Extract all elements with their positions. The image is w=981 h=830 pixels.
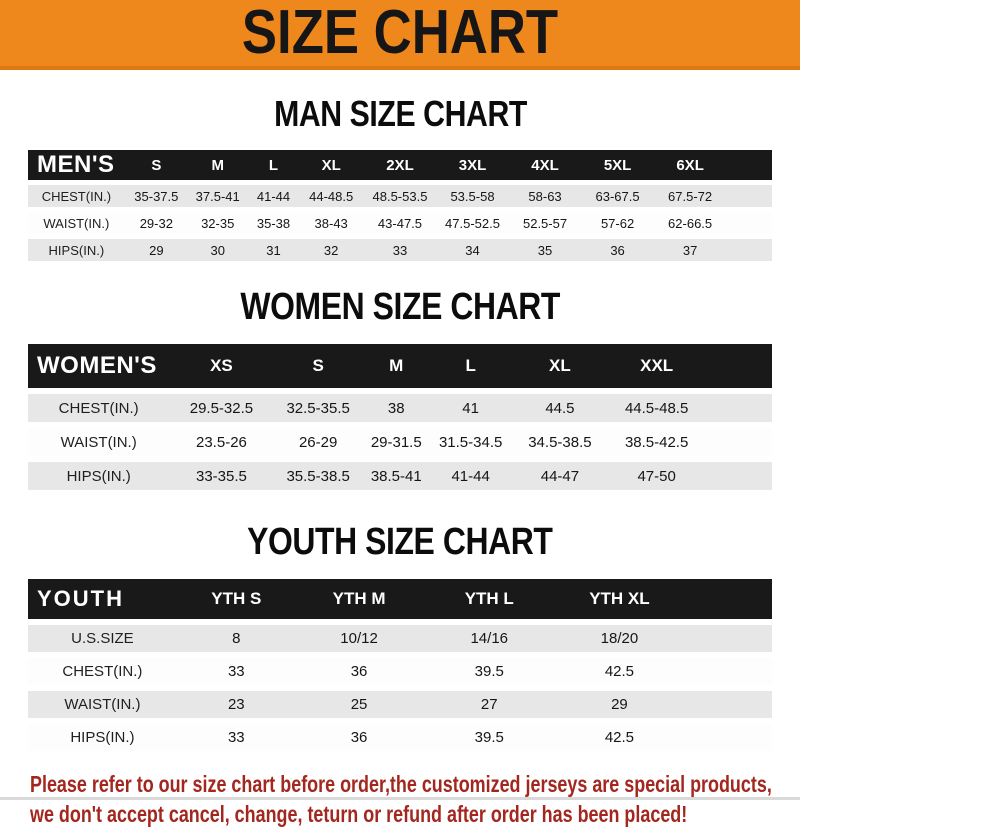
- measurement-value: 36: [610, 242, 625, 258]
- size-header-cell: YTH L: [464, 589, 514, 608]
- measurement-value: 33: [227, 729, 245, 746]
- youth-table-header-bar: [28, 579, 772, 619]
- row-label: HIPS(IN.): [48, 242, 105, 258]
- row-label: WAIST(IN.): [60, 433, 137, 451]
- measurement-value: 35-37.5: [134, 188, 179, 204]
- youth-section-heading-text: YOUTH SIZE CHART: [247, 521, 553, 563]
- measurement-value: 42.5: [604, 663, 635, 680]
- measurement-value: 38-43: [314, 215, 348, 231]
- measurement-value: 29-31.5: [370, 433, 422, 451]
- measurement-value: 32.5-35.5: [286, 399, 350, 417]
- table-row: [28, 724, 772, 751]
- measurement-value: 30: [210, 242, 225, 258]
- measurement-value: 29: [611, 696, 628, 713]
- measurement-value: 31.5-34.5: [438, 433, 503, 451]
- table-row: [28, 185, 772, 207]
- measurement-value: 41-44: [451, 467, 490, 485]
- measurement-value: 47.5-52.5: [445, 215, 500, 231]
- size-header-cell: YTH XL: [589, 589, 650, 608]
- measurement-value: 41: [462, 399, 479, 417]
- measurement-value: 63-67.5: [595, 188, 640, 204]
- measurement-value: 31: [266, 242, 281, 258]
- measurement-value: 35: [537, 242, 553, 258]
- youth-table-corner-label: YOUTH: [37, 586, 124, 611]
- measurement-value: 32-35: [201, 215, 235, 231]
- table-row: [28, 239, 772, 261]
- bottom-edge-strip: [0, 797, 800, 800]
- measurement-value: 41-44: [256, 188, 291, 204]
- measurement-value: 23: [227, 696, 245, 713]
- measurement-value: 23.5-26: [196, 433, 247, 451]
- measurement-value: 26-29: [298, 433, 338, 451]
- table-row: [28, 691, 772, 718]
- measurement-value: 35.5-38.5: [286, 467, 350, 485]
- size-header-cell: M: [211, 156, 224, 174]
- women-section-heading-text: WOMEN SIZE CHART: [240, 286, 560, 328]
- women-table-corner-label: WOMEN'S: [37, 352, 157, 379]
- men-table-rows: [28, 185, 772, 261]
- men-section-heading: [0, 93, 800, 135]
- measurement-value: 39.5: [474, 729, 504, 746]
- disclaimer-line-1: Please refer to our size chart before order,the customized jerseys are special products,: [30, 771, 772, 797]
- size-header-cell: YTH S: [211, 589, 262, 608]
- measurement-value: 33-35.5: [196, 467, 247, 485]
- measurement-value: 37: [682, 242, 698, 258]
- disclaimer-line-2: we don't accept cancel, change, teturn or refund after order has been placed!: [30, 801, 688, 828]
- measurement-value: 57-62: [600, 215, 635, 231]
- measurement-value: 33: [227, 663, 245, 680]
- size-header-cell: XS: [210, 356, 233, 375]
- size-header-cell: 3XL: [458, 156, 487, 174]
- women-size-table: [28, 344, 772, 490]
- measurement-value: 36: [350, 729, 368, 746]
- row-label: HIPS(IN.): [70, 729, 135, 746]
- size-chart-banner: [0, 0, 800, 70]
- measurement-value: 67.5-72: [668, 188, 713, 204]
- size-header-cell: XXL: [640, 356, 674, 375]
- measurement-value: 44.5: [545, 399, 575, 417]
- measurement-value: 42.5: [604, 729, 635, 746]
- women-section-heading: [0, 286, 800, 329]
- size-header-cell: S: [312, 356, 324, 375]
- measurement-value: 29-32: [139, 215, 173, 231]
- table-row: [28, 428, 772, 456]
- men-table-header-bar: [28, 150, 772, 180]
- measurement-value: 8: [232, 630, 241, 647]
- table-row: [28, 462, 772, 490]
- size-header-cell: L: [268, 156, 279, 174]
- row-label: CHEST(IN.): [58, 399, 139, 417]
- measurement-value: 39.5: [474, 663, 504, 680]
- youth-table-rows: [28, 625, 772, 751]
- measurement-value: 44-48.5: [309, 188, 354, 204]
- measurement-value: 29: [149, 242, 164, 258]
- size-header-cell: XL: [321, 156, 341, 174]
- row-label: U.S.SIZE: [71, 630, 134, 647]
- measurement-value: 29.5-32.5: [189, 399, 254, 417]
- size-header-cell: M: [389, 356, 404, 375]
- measurement-value: 34: [465, 242, 480, 258]
- measurement-value: 58-63: [528, 188, 562, 204]
- measurement-value: 38.5-41: [370, 467, 422, 485]
- men-section-heading-text: MAN SIZE CHART: [273, 93, 527, 134]
- measurement-value: 10/12: [340, 630, 378, 647]
- measurement-value: 36: [350, 663, 368, 680]
- row-label: CHEST(IN.): [62, 663, 143, 680]
- measurement-value: 34.5-38.5: [528, 433, 592, 451]
- women-table-header-bar: [28, 344, 772, 388]
- measurement-value: 62-66.5: [668, 215, 713, 231]
- youth-section-heading: [0, 521, 800, 564]
- row-label: HIPS(IN.): [66, 467, 131, 485]
- measurement-value: 18/20: [600, 630, 639, 647]
- banner-title: SIZE CHART: [241, 0, 559, 67]
- row-label: WAIST(IN.): [64, 696, 141, 713]
- table-row: [28, 625, 772, 652]
- women-table-rows: [28, 394, 772, 490]
- measurement-value: 25: [350, 696, 368, 713]
- measurement-value: 38: [387, 399, 405, 417]
- size-header-cell: 5XL: [603, 156, 632, 174]
- measurement-value: 43-47.5: [377, 215, 423, 231]
- row-label: WAIST(IN.): [43, 215, 110, 231]
- measurement-value: 32: [323, 242, 339, 258]
- measurement-value: 38.5-42.5: [624, 433, 689, 451]
- size-header-cell: YTH M: [332, 589, 386, 608]
- table-row: [28, 212, 772, 234]
- size-header-cell: 2XL: [386, 156, 414, 174]
- size-header-cell: 6XL: [676, 156, 704, 174]
- size-header-cell: 4XL: [531, 156, 559, 174]
- size-header-cell: S: [151, 156, 162, 174]
- measurement-value: 52.5-57: [522, 215, 568, 231]
- measurement-value: 48.5-53.5: [372, 188, 428, 204]
- row-label: CHEST(IN.): [41, 188, 112, 204]
- table-row: [28, 394, 772, 422]
- youth-size-table: [28, 579, 772, 751]
- measurement-value: 35-38: [256, 215, 291, 231]
- men-table-corner-label: MEN'S: [37, 151, 115, 178]
- size-header-cell: L: [465, 356, 476, 375]
- measurement-value: 33: [392, 242, 408, 258]
- measurement-value: 44.5-48.5: [624, 399, 689, 417]
- measurement-value: 44-47: [540, 467, 580, 485]
- measurement-value: 27: [480, 696, 498, 713]
- measurement-value: 53.5-58: [450, 188, 495, 204]
- measurement-value: 47-50: [637, 467, 676, 485]
- table-row: [28, 658, 772, 685]
- size-header-cell: XL: [549, 356, 571, 375]
- measurement-value: 37.5-41: [195, 188, 240, 204]
- men-size-table: [28, 150, 772, 261]
- measurement-value: 14/16: [470, 630, 509, 647]
